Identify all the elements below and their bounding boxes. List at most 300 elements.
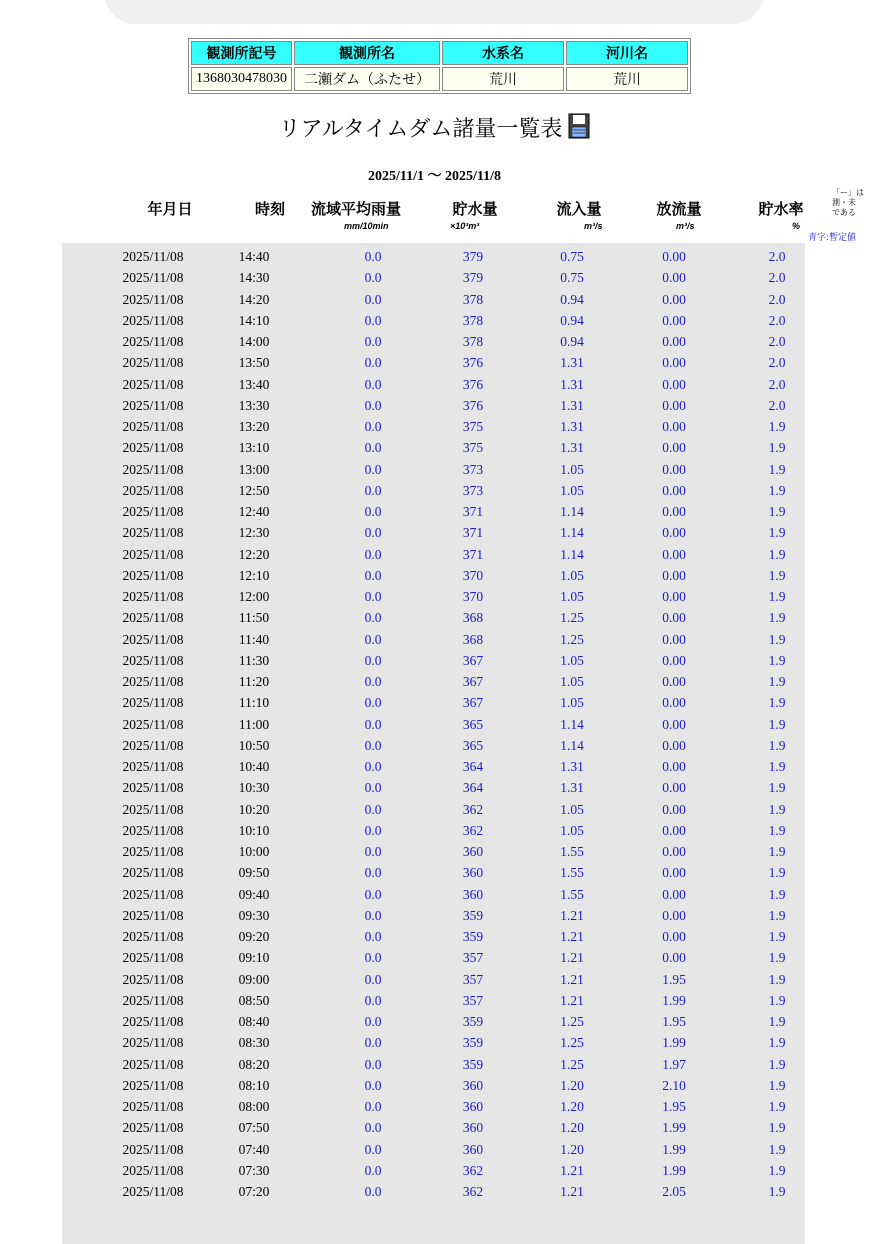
row-rain: 0.0 — [364, 1014, 382, 1029]
row-date: 2025/11/08 — [122, 822, 184, 838]
row-inflow: 1.20 — [560, 1099, 584, 1114]
row-rate: 2.0 — [768, 355, 786, 371]
row-time: 14:20 — [238, 291, 270, 307]
row-storage: 362 — [462, 1184, 484, 1199]
row-outflow: 0.00 — [662, 312, 686, 328]
row-time: 07:30 — [238, 1162, 270, 1178]
row-rate: 1.9 — [768, 504, 786, 519]
row-time: 11:10 — [238, 695, 270, 711]
row-rate: 1.9 — [768, 652, 786, 668]
row-storage: 370 — [462, 567, 484, 583]
row-time: 09:10 — [238, 950, 270, 966]
row-storage: 365 — [462, 737, 484, 753]
row-inflow: 0.94 — [560, 334, 584, 349]
row-date: 2025/11/08 — [122, 674, 184, 689]
table-row — [62, 819, 805, 840]
row-time: 12:50 — [238, 482, 270, 498]
row-outflow: 0.00 — [662, 525, 686, 541]
row-rain: 0.0 — [364, 780, 382, 796]
date-range: 2025/11/1 〜 2025/11/8 — [367, 169, 501, 184]
row-inflow: 1.05 — [560, 674, 584, 689]
row-storage: 368 — [462, 610, 484, 626]
row-rate: 1.9 — [768, 971, 786, 987]
row-rain: 0.0 — [364, 589, 382, 604]
row-storage: 359 — [462, 1056, 484, 1072]
row-rain: 0.0 — [364, 652, 382, 668]
row-time: 07:50 — [238, 1120, 270, 1136]
row-storage: 375 — [462, 440, 484, 456]
row-inflow: 1.31 — [560, 759, 584, 774]
row-time: 08:20 — [238, 1056, 270, 1072]
row-date: 2025/11/08 — [122, 312, 184, 328]
station-header-row — [191, 41, 688, 65]
row-inflow: 1.55 — [560, 865, 584, 881]
table-row — [62, 691, 805, 712]
row-rate: 1.9 — [768, 567, 786, 583]
row-date: 2025/11/08 — [122, 461, 184, 477]
row-inflow: 1.14 — [560, 504, 584, 519]
table-row — [62, 861, 805, 882]
row-rate: 1.9 — [768, 1099, 786, 1114]
row-storage: 357 — [462, 992, 484, 1008]
row-time: 13:30 — [238, 397, 270, 413]
station-value-row — [191, 67, 688, 91]
row-storage: 359 — [462, 907, 484, 923]
row-inflow: 1.55 — [560, 844, 584, 859]
table-row — [62, 245, 805, 266]
row-date: 2025/11/08 — [122, 397, 184, 413]
row-inflow: 1.25 — [560, 1056, 584, 1072]
row-outflow: 0.00 — [662, 652, 686, 668]
row-date: 2025/11/08 — [122, 695, 184, 711]
row-outflow: 0.00 — [662, 801, 686, 817]
row-inflow: 0.75 — [560, 270, 584, 286]
row-inflow: 1.05 — [560, 482, 584, 498]
row-inflow: 1.25 — [560, 610, 584, 626]
table-row — [62, 415, 805, 436]
row-date: 2025/11/08 — [122, 1056, 184, 1072]
row-rate: 1.9 — [768, 631, 786, 647]
row-date: 2025/11/08 — [122, 291, 184, 307]
row-rain: 0.0 — [364, 1162, 382, 1178]
row-rate: 2.0 — [768, 397, 786, 413]
row-storage: 378 — [462, 312, 484, 328]
row-rate: 1.9 — [768, 1120, 786, 1136]
row-date: 2025/11/08 — [122, 419, 184, 434]
row-time: 10:30 — [238, 780, 270, 796]
row-rate: 1.9 — [768, 461, 786, 477]
row-outflow: 1.95 — [662, 971, 686, 987]
table-row — [62, 479, 805, 500]
row-date: 2025/11/08 — [122, 929, 184, 944]
row-outflow: 0.00 — [662, 546, 686, 562]
table-row — [62, 1031, 805, 1052]
row-time: 08:30 — [238, 1035, 270, 1051]
row-outflow: 0.00 — [662, 376, 686, 392]
row-time: 07:40 — [238, 1141, 270, 1157]
row-outflow: 0.00 — [662, 270, 686, 286]
row-inflow: 1.05 — [560, 652, 584, 668]
water-system: 荒川 — [442, 67, 564, 91]
col-rate-header: 貯水率 — [758, 202, 804, 218]
row-rain: 0.0 — [364, 270, 382, 286]
table-row — [62, 436, 805, 457]
row-time: 09:50 — [238, 865, 270, 881]
row-storage: 360 — [462, 886, 484, 902]
row-outflow: 1.97 — [662, 1056, 686, 1072]
row-inflow: 1.21 — [560, 1162, 584, 1178]
row-outflow: 0.00 — [662, 737, 686, 753]
row-rain: 0.0 — [364, 759, 382, 774]
row-time: 12:20 — [238, 546, 270, 562]
table-row — [62, 1180, 805, 1201]
row-storage: 371 — [462, 504, 484, 519]
table-row — [62, 266, 805, 287]
col-rain-header: 流域平均雨量 — [310, 202, 401, 218]
table-row — [62, 351, 805, 372]
row-rain: 0.0 — [364, 674, 382, 689]
col-date-header: 年月日 — [147, 202, 193, 218]
row-storage: 370 — [462, 589, 484, 604]
row-rain: 0.0 — [364, 971, 382, 987]
row-date: 2025/11/08 — [122, 1120, 184, 1136]
row-date: 2025/11/08 — [122, 907, 184, 923]
row-rate: 1.9 — [768, 1035, 786, 1051]
row-inflow: 0.94 — [560, 291, 584, 307]
table-row — [62, 925, 805, 946]
station-code-header: 観測所記号 — [191, 41, 292, 65]
row-rate: 1.9 — [768, 780, 786, 796]
river-name-header: 河川名 — [566, 41, 688, 65]
row-rain: 0.0 — [364, 419, 382, 434]
unit-outflow: m³/s — [676, 221, 695, 231]
row-outflow: 1.99 — [662, 1120, 686, 1136]
table-row — [62, 564, 805, 585]
row-storage: 360 — [462, 844, 484, 859]
row-date: 2025/11/08 — [122, 525, 184, 541]
row-date: 2025/11/08 — [122, 610, 184, 626]
csv-download-icon[interactable] — [568, 113, 590, 139]
row-outflow: 2.10 — [662, 1077, 686, 1093]
row-rain: 0.0 — [364, 610, 382, 626]
row-date: 2025/11/08 — [122, 1099, 184, 1114]
row-inflow: 1.05 — [560, 567, 584, 583]
row-time: 10:20 — [238, 801, 270, 817]
row-date: 2025/11/08 — [122, 546, 184, 562]
row-date: 2025/11/08 — [122, 759, 184, 774]
row-inflow: 1.21 — [560, 971, 584, 987]
provisional-legend: 青字:暫定値 — [808, 233, 857, 243]
unit-rain: mm/10min — [344, 221, 389, 231]
row-time: 10:10 — [238, 822, 270, 838]
row-inflow: 1.55 — [560, 886, 584, 902]
row-outflow: 0.00 — [662, 950, 686, 966]
row-rain: 0.0 — [364, 312, 382, 328]
row-date: 2025/11/08 — [122, 950, 184, 966]
row-outflow: 1.99 — [662, 1141, 686, 1157]
row-rain: 0.0 — [364, 546, 382, 562]
row-outflow: 0.00 — [662, 589, 686, 604]
row-storage: 371 — [462, 546, 484, 562]
row-outflow: 0.00 — [662, 865, 686, 881]
unit-rate: % — [792, 221, 801, 231]
row-date: 2025/11/08 — [122, 844, 184, 859]
row-storage: 379 — [462, 270, 484, 286]
table-row — [62, 968, 805, 989]
row-time: 13:50 — [238, 355, 270, 371]
table-row — [62, 1074, 805, 1095]
row-storage: 376 — [462, 376, 484, 392]
row-rate: 1.9 — [768, 759, 786, 774]
data-table-body — [62, 243, 805, 1244]
row-outflow: 1.95 — [662, 1099, 686, 1114]
table-row — [62, 1095, 805, 1116]
row-rain: 0.0 — [364, 1056, 382, 1072]
row-outflow: 0.00 — [662, 419, 686, 434]
row-date: 2025/11/08 — [122, 567, 184, 583]
table-row — [62, 776, 805, 797]
row-date: 2025/11/08 — [122, 971, 184, 987]
row-rain: 0.0 — [364, 461, 382, 477]
row-inflow: 1.20 — [560, 1120, 584, 1136]
row-rate: 2.0 — [768, 334, 786, 349]
row-date: 2025/11/08 — [122, 1035, 184, 1051]
row-storage: 367 — [462, 652, 484, 668]
row-rate: 1.9 — [768, 907, 786, 923]
row-inflow: 1.14 — [560, 716, 584, 732]
row-date: 2025/11/08 — [122, 737, 184, 753]
row-storage: 359 — [462, 1014, 484, 1029]
row-date: 2025/11/08 — [122, 589, 184, 604]
row-rain: 0.0 — [364, 1120, 382, 1136]
row-rate: 1.9 — [768, 610, 786, 626]
table-row — [62, 309, 805, 330]
row-date: 2025/11/08 — [122, 270, 184, 286]
row-time: 14:00 — [238, 334, 270, 349]
row-rate: 1.9 — [768, 1184, 786, 1199]
row-storage: 362 — [462, 801, 484, 817]
row-outflow: 0.00 — [662, 822, 686, 838]
row-outflow: 0.00 — [662, 567, 686, 583]
row-rate: 1.9 — [768, 886, 786, 902]
row-time: 14:40 — [238, 249, 270, 264]
river-name: 荒川 — [566, 67, 688, 91]
row-time: 11:00 — [238, 716, 270, 732]
row-date: 2025/11/08 — [122, 249, 184, 264]
row-date: 2025/11/08 — [122, 355, 184, 371]
row-rate: 1.9 — [768, 695, 786, 711]
row-inflow: 1.14 — [560, 737, 584, 753]
row-time: 10:50 — [238, 737, 270, 753]
row-time: 08:10 — [238, 1077, 270, 1093]
row-inflow: 1.20 — [560, 1141, 584, 1157]
row-storage: 360 — [462, 1099, 484, 1114]
row-storage: 364 — [462, 759, 484, 774]
row-storage: 357 — [462, 971, 484, 987]
row-rate: 1.9 — [768, 992, 786, 1008]
row-rain: 0.0 — [364, 504, 382, 519]
station-code: 1368030478030 — [191, 67, 292, 91]
row-storage: 359 — [462, 1035, 484, 1051]
table-row — [62, 1053, 805, 1074]
row-date: 2025/11/08 — [122, 631, 184, 647]
row-rate: 1.9 — [768, 801, 786, 817]
table-row — [62, 330, 805, 351]
station-name-header: 観測所名 — [294, 41, 440, 65]
row-rate: 1.9 — [768, 1162, 786, 1178]
row-rate: 1.9 — [768, 822, 786, 838]
row-date: 2025/11/08 — [122, 376, 184, 392]
row-rain: 0.0 — [364, 482, 382, 498]
row-storage: 365 — [462, 716, 484, 732]
row-storage: 373 — [462, 461, 484, 477]
row-time: 11:20 — [238, 674, 270, 689]
row-outflow: 2.05 — [662, 1184, 686, 1199]
row-rain: 0.0 — [364, 950, 382, 966]
row-rain: 0.0 — [364, 631, 382, 647]
row-time: 12:30 — [238, 525, 270, 541]
row-time: 09:40 — [238, 886, 270, 902]
table-row — [62, 606, 805, 627]
row-outflow: 0.00 — [662, 907, 686, 923]
row-time: 11:40 — [238, 631, 270, 647]
row-outflow: 0.00 — [662, 695, 686, 711]
row-rate: 1.9 — [768, 716, 786, 732]
row-outflow: 0.00 — [662, 334, 686, 349]
row-outflow: 0.00 — [662, 886, 686, 902]
row-outflow: 0.00 — [662, 461, 686, 477]
row-rate: 1.9 — [768, 674, 786, 689]
page-title-row — [0, 112, 869, 143]
table-row — [62, 585, 805, 606]
row-date: 2025/11/08 — [122, 716, 184, 732]
table-row — [62, 734, 805, 755]
table-row — [62, 521, 805, 542]
row-outflow: 0.00 — [662, 482, 686, 498]
table-row — [62, 649, 805, 670]
row-storage: 360 — [462, 1120, 484, 1136]
row-date: 2025/11/08 — [122, 886, 184, 902]
row-rate: 1.9 — [768, 546, 786, 562]
row-rain: 0.0 — [364, 716, 382, 732]
row-outflow: 1.99 — [662, 1035, 686, 1051]
row-inflow: 1.21 — [560, 992, 584, 1008]
row-inflow: 1.31 — [560, 355, 584, 371]
col-inflow-header: 流入量 — [556, 202, 602, 218]
row-outflow: 0.00 — [662, 355, 686, 371]
row-storage: 357 — [462, 950, 484, 966]
row-rate: 2.0 — [768, 376, 786, 392]
row-outflow: 0.00 — [662, 249, 686, 264]
row-time: 14:30 — [238, 270, 270, 286]
row-time: 14:10 — [238, 312, 270, 328]
col-time-header: 時刻 — [254, 202, 285, 218]
row-inflow: 1.05 — [560, 461, 584, 477]
row-storage: 371 — [462, 525, 484, 541]
row-rate: 1.9 — [768, 1077, 786, 1093]
row-inflow: 1.21 — [560, 950, 584, 966]
row-storage: 367 — [462, 695, 484, 711]
row-storage: 375 — [462, 419, 484, 434]
row-rain: 0.0 — [364, 291, 382, 307]
row-rain: 0.0 — [364, 1099, 382, 1114]
row-outflow: 0.00 — [662, 780, 686, 796]
row-date: 2025/11/08 — [122, 1184, 184, 1199]
row-rain: 0.0 — [364, 525, 382, 541]
row-rain: 0.0 — [364, 737, 382, 753]
row-date: 2025/11/08 — [122, 334, 184, 349]
row-inflow: 0.75 — [560, 249, 584, 264]
row-time: 09:00 — [238, 971, 270, 987]
row-time: 08:00 — [238, 1099, 270, 1114]
col-storage-header: 貯水量 — [452, 202, 498, 218]
row-rain: 0.0 — [364, 992, 382, 1008]
row-rain: 0.0 — [364, 376, 382, 392]
row-date: 2025/11/08 — [122, 1077, 184, 1093]
table-row — [62, 670, 805, 691]
row-time: 11:50 — [238, 610, 270, 626]
row-rain: 0.0 — [364, 929, 382, 944]
unit-inflow: m³/s — [584, 221, 603, 231]
row-storage: 362 — [462, 822, 484, 838]
row-inflow: 1.05 — [560, 822, 584, 838]
row-outflow: 0.00 — [662, 844, 686, 859]
row-storage: 378 — [462, 334, 484, 349]
row-storage: 367 — [462, 674, 484, 689]
table-row — [62, 1138, 805, 1159]
table-row — [62, 1116, 805, 1137]
water-system-header: 水系名 — [442, 41, 564, 65]
row-time: 10:40 — [238, 759, 270, 774]
row-outflow: 0.00 — [662, 674, 686, 689]
station-info-table — [188, 38, 691, 94]
table-row — [62, 394, 805, 415]
row-rate: 2.0 — [768, 291, 786, 307]
row-inflow: 1.25 — [560, 1035, 584, 1051]
row-time: 13:00 — [238, 461, 270, 477]
table-row — [62, 1010, 805, 1031]
row-inflow: 1.05 — [560, 801, 584, 817]
page-title: リアルタイムダム諸量一覧表 — [278, 117, 563, 142]
row-inflow: 1.31 — [560, 397, 584, 413]
row-storage: 378 — [462, 291, 484, 307]
row-rain: 0.0 — [364, 1184, 382, 1199]
row-storage: 379 — [462, 249, 484, 264]
row-rain: 0.0 — [364, 844, 382, 859]
row-inflow: 1.31 — [560, 419, 584, 434]
row-rain: 0.0 — [364, 907, 382, 923]
row-rain: 0.0 — [364, 567, 382, 583]
row-rain: 0.0 — [364, 397, 382, 413]
row-rate: 2.0 — [768, 270, 786, 286]
row-rate: 2.0 — [768, 249, 786, 264]
row-rate: 1.9 — [768, 419, 786, 434]
row-date: 2025/11/08 — [122, 482, 184, 498]
row-date: 2025/11/08 — [122, 652, 184, 668]
row-time: 13:20 — [238, 419, 270, 434]
table-row — [62, 713, 805, 734]
row-rate: 1.9 — [768, 1014, 786, 1029]
row-date: 2025/11/08 — [122, 1014, 184, 1029]
row-rate: 1.9 — [768, 844, 786, 859]
table-row — [62, 883, 805, 904]
row-outflow: 0.00 — [662, 759, 686, 774]
row-time: 12:00 — [238, 589, 270, 604]
row-inflow: 1.20 — [560, 1077, 584, 1093]
row-time: 12:40 — [238, 504, 270, 519]
row-time: 09:20 — [238, 929, 270, 944]
table-row — [62, 373, 805, 394]
